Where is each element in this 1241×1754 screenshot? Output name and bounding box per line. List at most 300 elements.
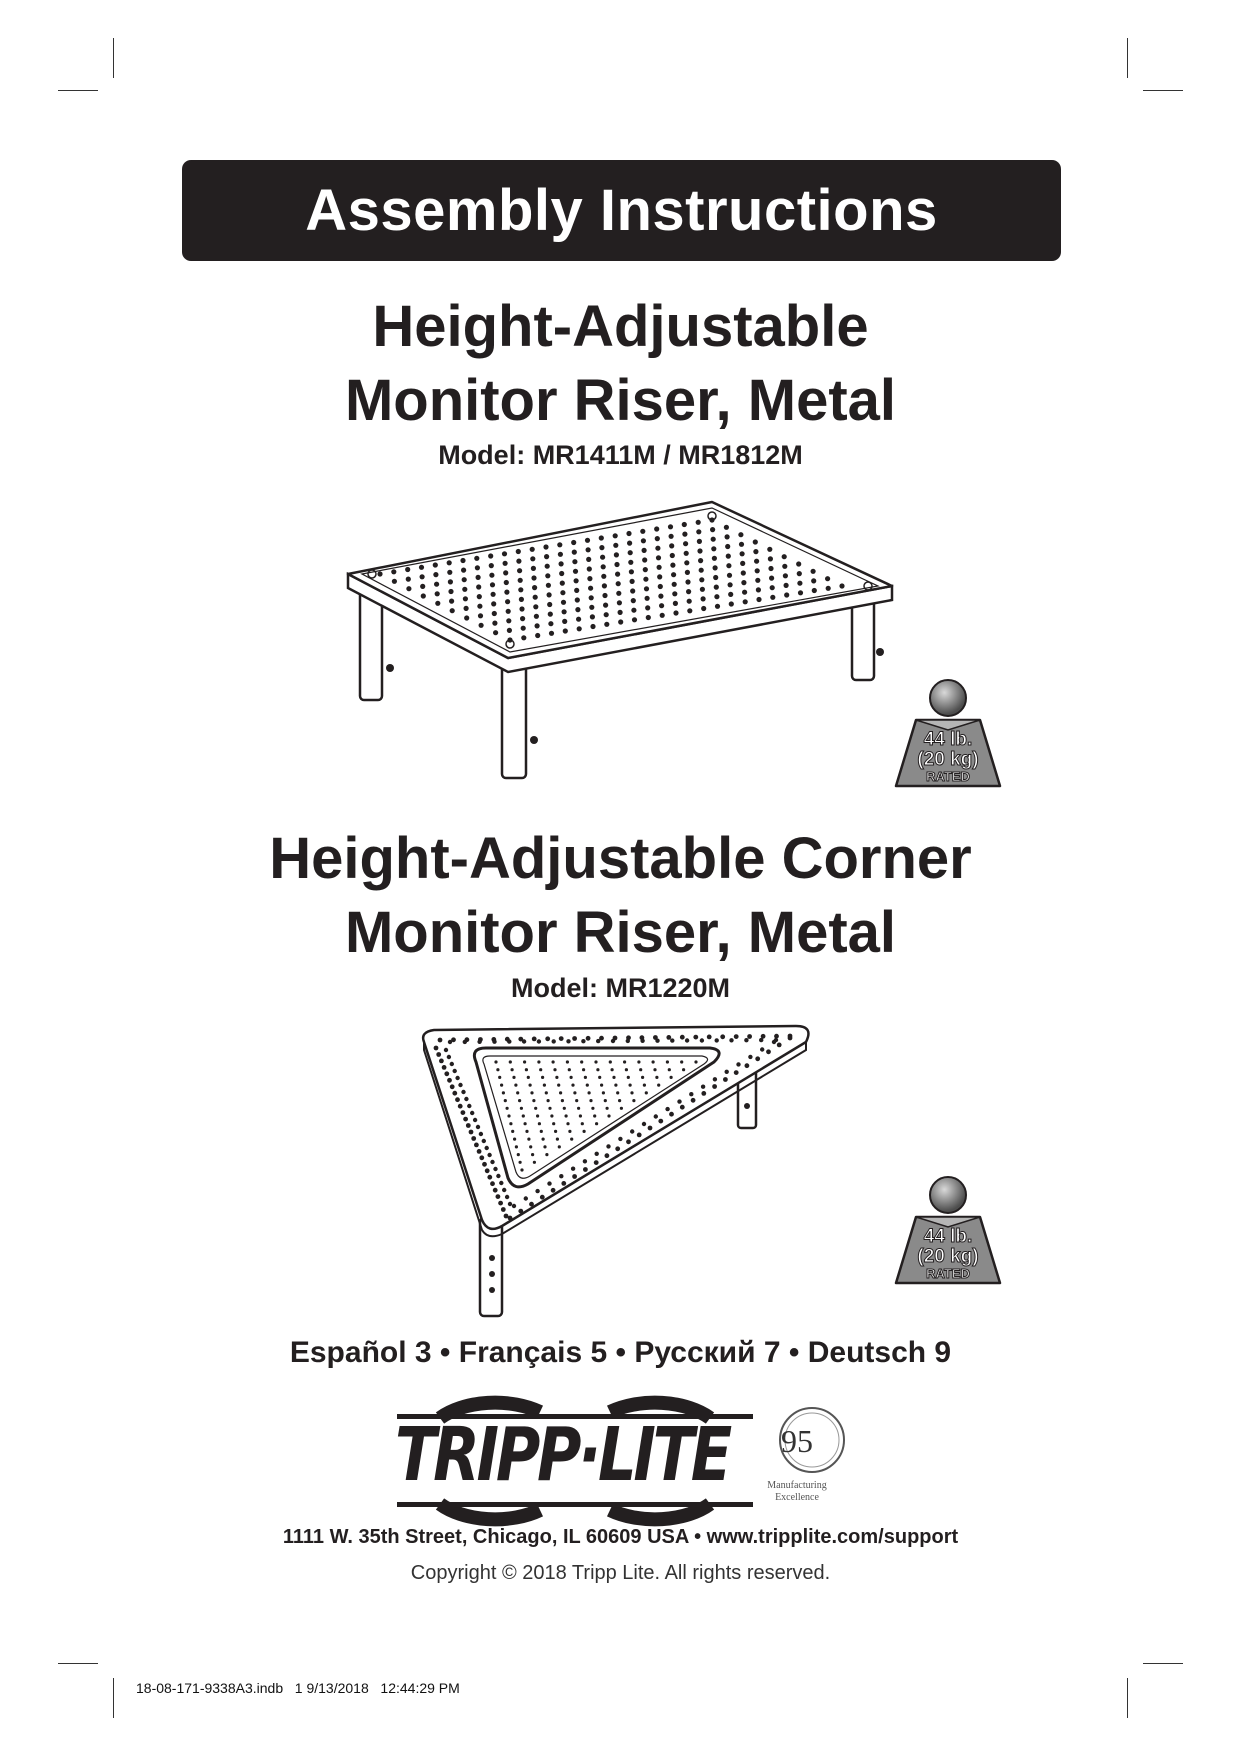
perforation-dot (535, 1189, 539, 1193)
perforation-dot (782, 554, 787, 559)
perforation-dot (501, 1207, 506, 1212)
perforation-dot (553, 1068, 556, 1071)
rating-label: RATED (926, 1266, 970, 1281)
perforation-dot (546, 583, 551, 588)
perforation-dot (626, 1139, 631, 1144)
perforation-dot (536, 1114, 539, 1117)
perforation-dot (563, 1107, 566, 1110)
perforation-dot (573, 1091, 576, 1094)
perforation-dot (725, 534, 730, 539)
perforation-dot (798, 590, 803, 595)
perforation-dot (609, 1060, 612, 1063)
perforation-dot (713, 1077, 717, 1081)
perforation-dot (561, 600, 566, 605)
perforation-dot (516, 1091, 519, 1094)
product-1-title-line-2: Monitor Riser, Metal (344, 368, 897, 433)
perforation-dot (728, 592, 733, 597)
perforation-dot (530, 556, 535, 561)
perforation-dot (516, 559, 521, 564)
perforation-dot (741, 580, 746, 585)
perforation-dot (506, 618, 511, 623)
perforation-dot (729, 601, 734, 606)
perforation-dot (511, 1068, 514, 1071)
perforation-dot (672, 591, 677, 596)
perforation-dot (479, 1132, 483, 1136)
perforation-dot (726, 563, 731, 568)
perforation-dot (725, 544, 730, 549)
rating-weight-kg: (20 kg) (917, 1246, 979, 1267)
perforation-dot (625, 1068, 628, 1071)
perforation-dot (538, 1122, 541, 1125)
perforation-dot (435, 591, 440, 596)
perforation-dot (748, 1055, 752, 1059)
product-2-model: Model: MR1220M (510, 973, 731, 1003)
perforation-dot (498, 1201, 503, 1206)
perforation-dot (630, 588, 635, 593)
perforation-dot (527, 1138, 530, 1141)
perforation-dot (492, 611, 497, 616)
perforation-dot (617, 600, 622, 605)
perforation-dot (477, 1040, 481, 1044)
perforation-dot (464, 606, 469, 611)
perforation-dot (479, 1155, 484, 1160)
header-banner (182, 160, 1061, 261)
perforation-dot (462, 587, 467, 592)
perforation-dot (530, 1091, 533, 1094)
perforation-dot (684, 560, 689, 565)
perforation-dot (714, 594, 719, 599)
perforation-dot (557, 1084, 560, 1087)
perforation-dot (492, 621, 497, 626)
perforation-dot (406, 577, 411, 582)
perforation-dot (588, 1091, 591, 1094)
perforation-dot (436, 1052, 441, 1057)
perforation-dot (506, 1107, 509, 1110)
perforation-dot (453, 1069, 457, 1073)
perforation-dot (570, 1138, 573, 1141)
perforation-dot (715, 1038, 719, 1042)
perforation-dot (711, 537, 716, 542)
perforation-dot (753, 549, 758, 554)
perforation-dot (742, 590, 747, 595)
perforation-dot (475, 565, 480, 570)
perforation-dot (652, 1060, 655, 1063)
crop-mark (1127, 38, 1128, 78)
perforation-dot (543, 1145, 546, 1148)
perforation-dot (710, 527, 715, 532)
perforation-dot (513, 1138, 516, 1141)
crop-mark (58, 1663, 98, 1664)
perforation-dot (645, 605, 650, 610)
perforation-dot (753, 539, 758, 544)
perforation-dot (469, 1130, 474, 1135)
perforation-dot (658, 1119, 663, 1124)
perforation-dot (770, 595, 775, 600)
perforation-dot (563, 628, 568, 633)
rating-weight-lb: 44 lb. (923, 729, 973, 750)
perforation-dot (668, 524, 673, 529)
perforation-dot (561, 1099, 564, 1102)
perforation-dot (599, 545, 604, 550)
perforation-dot (616, 581, 621, 586)
rating-label: RATED (926, 769, 970, 784)
perforation-dot (631, 598, 636, 603)
perforation-dot (419, 565, 424, 570)
perforation-dot (534, 614, 539, 619)
perforation-dot (490, 582, 495, 587)
perforation-dot (545, 1091, 548, 1094)
perforation-dot (740, 551, 745, 556)
perforation-dot (784, 592, 789, 597)
perforation-dot (694, 1060, 697, 1063)
perforation-dot (715, 604, 720, 609)
anniversary-caption-2: Excellence (775, 1492, 819, 1503)
perforation-dot (615, 1146, 620, 1151)
perforation-dot (548, 621, 553, 626)
perforation-dot (433, 562, 438, 567)
perforation-dot (473, 1118, 477, 1122)
perforation-dot (811, 569, 816, 574)
perforation-dot (741, 570, 746, 575)
perforation-dot (637, 1060, 640, 1063)
perforation-dot (421, 593, 426, 598)
perforation-dot (444, 1071, 449, 1076)
perforation-dot (507, 628, 512, 633)
perforation-dot (522, 1114, 525, 1117)
perforation-dot (494, 1060, 497, 1063)
perforation-dot (529, 1202, 534, 1207)
perforation-dot (606, 1107, 609, 1110)
perforation-dot (767, 547, 772, 552)
perforation-dot (496, 1194, 501, 1199)
perforation-dot (698, 558, 703, 563)
perforation-dot (627, 541, 632, 546)
perforation-dot (596, 1039, 600, 1043)
perforation-dot (601, 564, 606, 569)
language-index: Español 3 • Français 5 • Русский 7 • Deutsch 9 (289, 1336, 952, 1369)
perforation-dot (474, 556, 479, 561)
perforation-dot (558, 1145, 561, 1148)
perforation-dot (552, 1060, 555, 1063)
perforation-dot (511, 1130, 514, 1133)
product-1-model: Model: MR1411M / MR1812M (438, 440, 803, 470)
perforation-dot (559, 561, 564, 566)
perforation-dot (594, 1060, 597, 1063)
perforation-dot (811, 578, 816, 583)
anniversary-number: 95 (781, 1423, 813, 1459)
perforation-dot (607, 1114, 610, 1117)
perforation-dot (452, 1091, 457, 1096)
perforation-dot (573, 569, 578, 574)
perforation-dot (724, 525, 729, 530)
perforation-dot (560, 590, 565, 595)
perforation-dot (499, 1181, 503, 1185)
perforation-dot (770, 585, 775, 590)
perforation-dot (602, 593, 607, 598)
perforation-dot (628, 560, 633, 565)
perforation-dot (756, 587, 761, 592)
perforation-dot (587, 576, 592, 581)
perforation-dot (524, 1196, 528, 1200)
perforation-dot (450, 1084, 455, 1089)
perforation-dot (659, 603, 664, 608)
perforation-dot (560, 581, 565, 586)
perforation-dot (574, 588, 579, 593)
perforation-dot (657, 565, 662, 570)
perforation-dot (670, 1076, 673, 1079)
product-2-title-line-1: Height-Adjustable Corner (269, 826, 972, 891)
perforation-dot (613, 543, 618, 548)
perforation-dot (555, 1076, 558, 1079)
perforation-dot (680, 1060, 683, 1063)
perforation-dot (543, 1084, 546, 1087)
perforation-dot (543, 544, 548, 549)
perforation-dot (589, 1099, 592, 1102)
perforation-dot (571, 1167, 575, 1171)
perforation-dot (673, 601, 678, 606)
perforation-dot (548, 612, 553, 617)
perforation-dot (744, 1038, 748, 1042)
perforation-dot (739, 542, 744, 547)
perforation-dot (630, 1129, 634, 1133)
perforation-dot (788, 1036, 793, 1041)
perforation-dot (506, 609, 511, 614)
perforation-dot (682, 522, 687, 527)
perforation-dot (447, 1055, 451, 1059)
perforation-dot (489, 573, 494, 578)
perforation-dot (701, 1091, 706, 1096)
perforation-dot (377, 571, 382, 576)
crop-mark (113, 38, 114, 78)
perforation-dot (655, 1039, 659, 1043)
perforation-dot (572, 550, 577, 555)
perforation-dot (655, 536, 660, 541)
perforation-dot (618, 619, 623, 624)
perforation-dot (448, 589, 453, 594)
perforation-dot (600, 1084, 603, 1087)
perforation-dot (615, 572, 620, 577)
perforation-dot (570, 1076, 573, 1079)
perforation-dot (697, 539, 702, 544)
perforation-dot (631, 608, 636, 613)
perforation-dot (391, 569, 396, 574)
print-slug: 18-08-171-9338A3.indb 1 9/13/2018 12:44:29 PM (136, 1680, 460, 1696)
perforation-dot (562, 609, 567, 614)
perforation-dot (725, 1070, 729, 1074)
perforation-dot (682, 532, 687, 537)
perforation-dot (728, 582, 733, 587)
perforation-dot (566, 1039, 570, 1043)
perforation-dot (435, 601, 440, 606)
perforation-dot (545, 1153, 548, 1156)
perforation-dot (476, 584, 481, 589)
perforation-dot (448, 579, 453, 584)
perforation-dot (439, 1059, 444, 1064)
product-1-title-line-1: Height-Adjustable (372, 294, 869, 359)
perforation-dot (601, 574, 606, 579)
perforation-dot (545, 1036, 550, 1041)
perforation-dot (825, 576, 830, 581)
perforation-dot (574, 578, 579, 583)
perforation-dot (696, 520, 701, 525)
perforation-dot (462, 577, 467, 582)
perforation-dot (577, 1107, 580, 1110)
perforation-dot (759, 1038, 763, 1042)
perforation-dot (485, 1168, 490, 1173)
perforation-dot (438, 1038, 443, 1043)
perforation-dot (689, 1092, 693, 1096)
logo-wordmark: TRIPP·LITE (395, 1412, 729, 1498)
perforation-dot (463, 1040, 467, 1044)
perforation-dot (614, 562, 619, 567)
perforation-dot (743, 599, 748, 604)
perforation-dot (655, 1076, 658, 1079)
perforation-dot (583, 1167, 588, 1172)
perforation-dot (518, 1099, 521, 1102)
perforation-dot (521, 635, 526, 640)
perforation-dot (586, 1084, 589, 1087)
product-2-title-line-2: Monitor Riser, Metal (344, 900, 897, 965)
perforation-dot (693, 1035, 698, 1040)
perforation-dot (590, 614, 595, 619)
perforation-dot (550, 1114, 553, 1117)
perforation-dot (637, 1133, 642, 1138)
perforation-dot (572, 1036, 577, 1041)
perforation-dot (463, 1117, 468, 1122)
perforation-dot (670, 553, 675, 558)
product-1-title (0, 290, 1241, 438)
perforation-dot (669, 1112, 674, 1117)
perforation-dot (463, 596, 468, 601)
perforation-dot (562, 619, 567, 624)
perforation-dot (658, 594, 663, 599)
perforation-dot (547, 1099, 550, 1102)
perforation-dot (701, 1085, 705, 1089)
perforation-dot (559, 1174, 563, 1178)
perforation-dot (697, 548, 702, 553)
perforation-dot (577, 626, 582, 631)
perforation-dot (444, 1048, 448, 1052)
rectangular-riser-illustration (340, 490, 900, 790)
perforation-dot (760, 1047, 764, 1051)
perforation-dot (626, 531, 631, 536)
perforation-dot (672, 582, 677, 587)
perforation-dot (740, 561, 745, 566)
perforation-dot (641, 538, 646, 543)
perforation-dot (559, 571, 564, 576)
perforation-dot (643, 1084, 646, 1087)
perforation-dot (726, 554, 731, 559)
perforation-dot (627, 1076, 630, 1079)
perforation-dot (474, 1143, 479, 1148)
perforation-dot (516, 549, 521, 554)
perforation-dot (594, 1160, 599, 1165)
perforation-dot (492, 1040, 496, 1044)
perforation-dot (519, 597, 524, 602)
perforation-dot (531, 575, 536, 580)
perforation-dot (603, 603, 608, 608)
perforation-dot (491, 601, 496, 606)
perforation-dot (449, 599, 454, 604)
perforation-dot (669, 543, 674, 548)
perforation-dot (533, 595, 538, 600)
perforation-dot (686, 589, 691, 594)
perforation-dot (442, 1065, 447, 1070)
perforation-dot (666, 1035, 671, 1040)
perforation-dot (525, 1068, 528, 1071)
perforation-dot (477, 1149, 482, 1154)
perforation-dot (685, 570, 690, 575)
perforation-dot (604, 612, 609, 617)
perforation-dot (700, 1038, 704, 1042)
perforation-dot (521, 626, 526, 631)
perforation-dot (629, 1084, 632, 1087)
perforation-dot (523, 1060, 526, 1063)
perforation-dot (579, 1114, 582, 1117)
perforation-dot (696, 529, 701, 534)
perforation-dot (503, 561, 508, 566)
perforation-dot (687, 599, 692, 604)
perforation-dot (461, 1110, 466, 1115)
perforation-dot (552, 1122, 555, 1125)
perforation-dot (420, 584, 425, 589)
perforation-dot (613, 533, 618, 538)
perforation-dot (641, 1076, 644, 1079)
perforation-dot (496, 1068, 499, 1071)
perforation-dot (405, 567, 410, 572)
perforation-dot (701, 606, 706, 611)
perforation-dot (590, 624, 595, 629)
perforation-dot (489, 563, 494, 568)
perforation-dot (493, 630, 498, 635)
perforation-dot (671, 572, 676, 577)
perforation-dot (673, 610, 678, 615)
perforation-dot (545, 564, 550, 569)
perforation-dot (612, 1076, 615, 1079)
perforation-dot (766, 1049, 771, 1054)
perforation-dot (783, 573, 788, 578)
perforation-dot (566, 1122, 569, 1125)
perforation-dot (632, 617, 637, 622)
perforation-dot (568, 1130, 571, 1133)
perforation-dot (575, 1099, 578, 1102)
perforation-dot (826, 586, 831, 591)
company-address: 1111 W. 35th Street, Chicago, IL 60609 USA • www.tripplite.com/support (282, 1526, 959, 1548)
perforation-dot (461, 1090, 465, 1094)
perforation-dot (648, 1126, 653, 1131)
perforation-dot (542, 1138, 545, 1141)
perforation-dot (478, 613, 483, 618)
perforation-dot (467, 1104, 471, 1108)
perforation-dot (782, 564, 787, 569)
perforation-dot (768, 556, 773, 561)
perforation-dot (611, 1068, 614, 1071)
perforation-dot (745, 1063, 750, 1068)
perforation-dot (611, 1039, 615, 1043)
perforation-dot (645, 1091, 648, 1094)
perforation-dot (666, 1060, 669, 1063)
perforation-dot (713, 575, 718, 580)
perforation-dot (529, 1145, 532, 1148)
perforation-dot (530, 547, 535, 552)
perforation-dot (518, 1209, 523, 1214)
perforation-dot (565, 1114, 568, 1117)
perforation-dot (517, 1153, 520, 1156)
perforation-dot (519, 606, 524, 611)
perforation-dot (588, 586, 593, 591)
perforation-dot (723, 1077, 728, 1082)
perforation-dot (642, 548, 647, 553)
